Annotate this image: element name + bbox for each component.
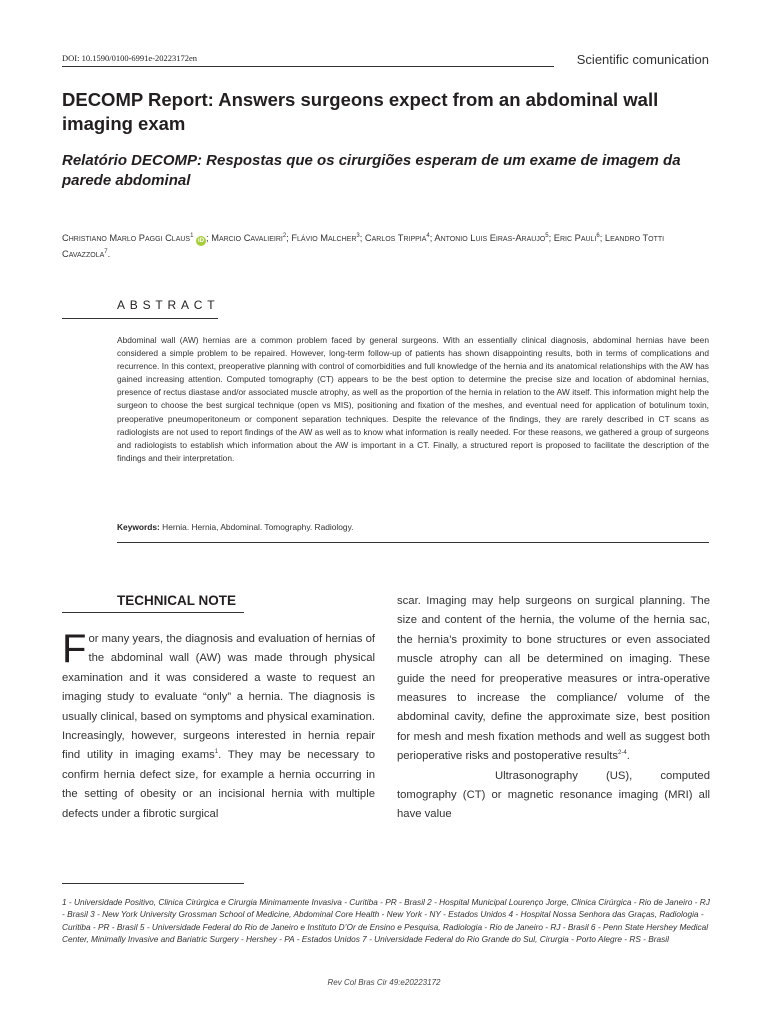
body-paragraph: Ultrasonography (US), computed tomography (CT) or magnetic resonance imaging (MRI) all have value <box>397 769 710 821</box>
author-name: Leandro Totti Cavazzola <box>62 233 665 259</box>
drop-cap: F <box>62 627 87 671</box>
keywords-label: Keywords: <box>117 522 160 532</box>
section-label: Scientific comunication <box>576 52 709 67</box>
doi-text: DOI: 10.1590/0100-6991e-20223172en <box>62 53 198 63</box>
abstract-heading: ABSTRACT <box>117 298 220 312</box>
reference-marker[interactable]: 1 <box>214 749 219 756</box>
title-portuguese: Relatório DECOMP: Respostas que os cirurgiões esperam de um exame de imagem da parede abdominal <box>62 152 681 189</box>
author-affiliation: 4 <box>426 232 430 239</box>
journal-footer: Rev Col Bras Cir 49:e20223172 <box>327 978 441 987</box>
author-affiliation: 6 <box>596 232 600 239</box>
author-affiliation: 3 <box>356 232 360 239</box>
author-name: Eric Pauli <box>553 233 597 243</box>
header-rule <box>62 66 554 67</box>
author-affiliation: 5 <box>545 232 549 239</box>
section-heading: TECHNICAL NOTE <box>117 593 237 608</box>
keywords-rule <box>117 542 709 543</box>
body-text: . They may be necessary to confirm hernia defect size, for example a hernia occurring in the setting of obesity or an incisional hernia with multiple defects under a fibrotic surgical <box>62 749 375 820</box>
author-affiliation: 2 <box>282 232 287 239</box>
reference-marker[interactable]: 2-4 <box>618 750 627 757</box>
body-paragraph <box>62 627 375 824</box>
affiliation-footnotes: 1 - Universidade Positivo, Clinica Cirúrgica e Cirurgia Minimamente Invasiva - Curitiba - PR - Brasil 2 - Hospital Municipal Lourenço Jorge, Clinica Cirúrgica - Rio de Janeiro - RJ - Brasil 3 - New York University Grossman School of Medicine, Abdominal Core Health - New York - NY - Estados Unidos 4 - Hospital Nossa Senhora das Graças, Radiologia - Curitiba - PR - Brasil 5 - Universidade Federal do Rio de Janeiro e Instituto D’Or de Ensino e Pesquisa, Radiologia - Rio de Janeiro - RJ - Brasil 6 - Penn State Hershey Medical Center, Minimally Invasive and Bariatric Surgery - Hershey - PA - Estados Unidos 7 - Universidade Federal do Rio Grande do Sul, Cirurgia - Porto Alegre - RS - Brasil <box>62 897 710 944</box>
body-column-left <box>62 627 375 824</box>
author-name: Christiano Marlo Paggi Claus <box>62 233 191 243</box>
author-name: Marcio Cavalieiri <box>211 233 283 243</box>
footnote-rule <box>62 883 244 884</box>
body-text: or many years, the diagnosis and evaluation of hernias of the abdominal wall (AW) was made through physical examination and it was considered a waste to request an imaging study to evaluate “only” a hernia. The diagnosis is usually clinical, based on symptoms and physical examination. Increasingly, however, surgeons interested in hernia repair find utility in imaging exams <box>62 633 375 762</box>
author-list: Christiano Marlo Paggi Claus$^1$ iD ; Marcio Cavalieiri$^2$; Flávio Malcher$^3$; Carlos Trippia$^4$; Antonio Luis Eiras-Araujo$^5$; Eric Pauli$^6$; Leandro Totti Cavazzola$^7$. <box>62 232 665 259</box>
keywords-list: Hernia. Hernia, Abdominal. Tomography. Radiology. <box>159 522 354 532</box>
section-heading-rule <box>62 612 244 613</box>
title-english: DECOMP Report: Answers surgeons expect from an abdominal wall imaging exam <box>62 89 659 134</box>
author-affiliation: 1 <box>190 232 194 239</box>
author-name: Antonio Luis Eiras-Araujo <box>434 233 546 243</box>
body-paragraph <box>397 592 710 767</box>
abstract-text: Abdominal wall (AW) hernias are a common problem faced by general surgeons. With an essentially clinical diagnosis, abdominal hernias have been considered a simple problem to be repaired. However, long-term follow-up of patients has shown disappointing results, both in terms of complications and recurrence. In this context, preoperative planning with control of comorbidities and full knowledge of the hernia and its anatomical relationships with the AW has gained increasing attention. Computed tomography (CT) appears to be the best option to determine the precise size and location of abdominal hernias, presence of rectus diastase and/or associated muscle atrophy, as well as the proportion of the hernia in relation to the AW itself. This information might help the surgeon to choose the best surgical technique (open vs MIS), positioning and fixation of the meshes, and eventual need for application of botulinum toxin, preoperative pneumoperitoneum or component separation techniques. Despite the relevance of the findings, they are rarely described in CT scans as radiologists are not used to report findings of the AW as well as to know what information is really needed. For these reasons, we gathered a group of surgeons and radiologists to establish which information about the AW is important in a CT. Finally, a structured report is proposed to facilitate the description of the findings and their interpretation. <box>117 335 709 463</box>
author-affiliation: 7 <box>104 248 108 255</box>
keywords <box>117 522 709 532</box>
orcid-icon[interactable]: iD <box>198 238 205 244</box>
body-text: scar. Imaging may help surgeons on surgical planning. The size and content of the hernia, the volume of the hernia sac, the hernia’s proximity to bone structures or even associated muscle atrophy can all be determined on imaging. These guide the need for preoperative measures or intra-operative measures to increase the compliance/ volume of the abdominal cavity, define the approximate size, best position for mesh and mesh fixation methods and well as suggest both perioperative risks and postoperative results <box>397 595 710 763</box>
body-text: . <box>626 750 630 763</box>
author-name: Flávio Malcher <box>291 233 357 243</box>
body-column-right <box>397 592 710 825</box>
abstract-rule <box>62 318 218 319</box>
author-name: Carlos Trippia <box>364 233 427 243</box>
